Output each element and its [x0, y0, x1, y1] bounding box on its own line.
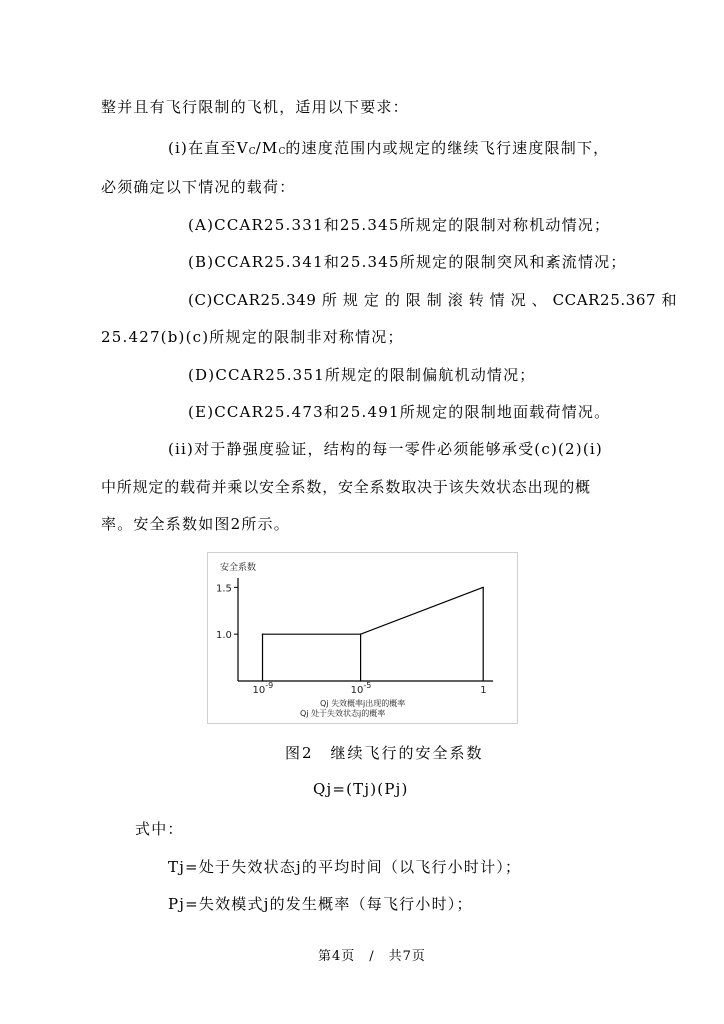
speed-vc: VC	[236, 139, 256, 157]
formula: Qj=(Tj)(Pj)	[313, 780, 409, 798]
paragraph-i	[168, 137, 609, 158]
paragraph-ii-line3: 率。安全系数如图2所示。	[101, 515, 290, 533]
x-tick-label-1: $10^{-5}$	[350, 681, 372, 696]
safety-factor-series-line	[263, 587, 484, 634]
chart-y-title: 安全系数	[220, 563, 257, 573]
paragraph-ii: (ii)对于静强度验证，结构的每一零件必须能够承受(c)(2)(i)	[168, 440, 603, 458]
item-b: (B)CCAR25.341和25.345所规定的限制突风和紊流情况；	[188, 253, 627, 271]
data-point-2	[482, 587, 484, 589]
y-tick-label-0: 1.5	[216, 583, 232, 595]
paragraph-i-rest: 的速度范围内或规定的继续飞行速度限制下，	[285, 139, 610, 157]
definition-tj: Tj=处于失效状态j的平均时间（以飞行小时计）；	[168, 858, 522, 876]
speed-slash: /	[255, 139, 262, 157]
paragraph-i-line2: 必须确定以下情况的载荷：	[101, 178, 296, 196]
definition-pj: Pj=失效模式j的发生概率（每飞行小时）；	[168, 895, 473, 913]
item-a: (A)CCAR25.331和25.345所规定的限制对称机动情况；	[188, 216, 611, 234]
figure-caption: 图2 继续飞行的安全系数	[285, 744, 484, 762]
x-tick-label-2: 1	[480, 685, 487, 696]
y-tick-label-1: 1.0	[216, 630, 232, 642]
data-point-1	[360, 633, 362, 635]
chart-xlabel-1: Qj 失效概率j出现的概率	[320, 699, 406, 708]
paragraph-continuation: 整并且有飞行限制的飞机，适用以下要求：	[101, 98, 409, 116]
page-footer: 第4页 / 共7页	[318, 949, 426, 964]
where-label: 式中：	[135, 820, 184, 838]
x-tick-label-0: $10^{-9}$	[252, 681, 274, 696]
paragraph-ii-line2: 中所规定的载荷并乘以安全系数，安全系数取决于该失效状态出现的概	[101, 478, 591, 496]
item-c: (C)CCAR25.349 所 规 定 的 限 制 滚 转 情 况 、 CCAR25.367 和	[188, 291, 678, 309]
paragraph-i-lead: (i)在直至	[168, 139, 237, 157]
safety-factor-chart	[208, 553, 517, 723]
item-c-line2: 25.427(b)(c)所规定的限制非对称情况；	[101, 328, 404, 346]
chart-xlabel-2: Qj 处于失效状态j的概率	[300, 709, 386, 718]
data-point-0	[262, 633, 264, 635]
speed-mc: MC	[261, 139, 286, 157]
item-e: (E)CCAR25.473和25.491所规定的限制地面载荷情况。	[188, 403, 611, 421]
safety-factor-figure	[207, 552, 518, 724]
item-d: (D)CCAR25.351所规定的限制偏航机动情况；	[188, 366, 536, 384]
